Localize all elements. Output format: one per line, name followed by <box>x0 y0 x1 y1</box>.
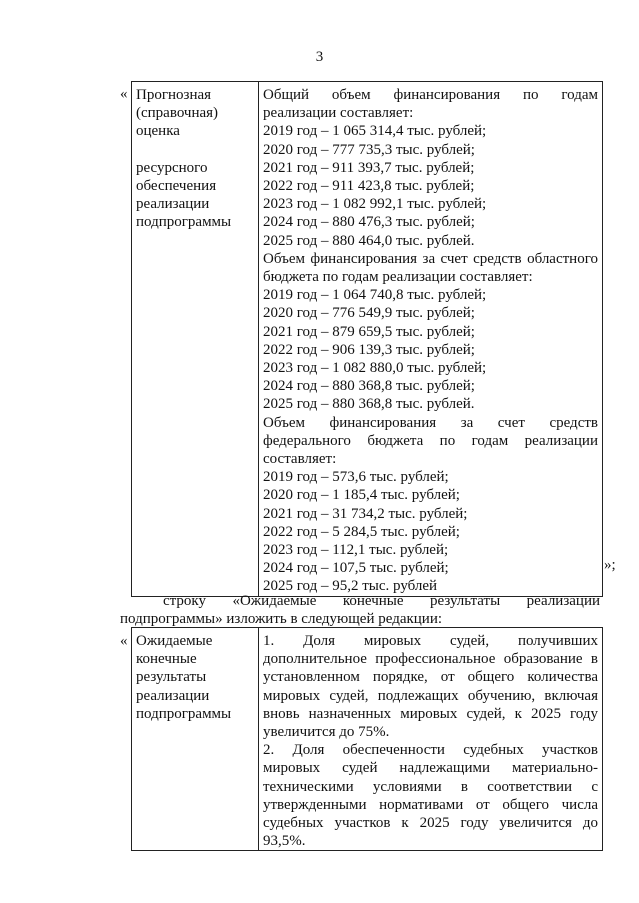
text-line: 2020 год – 777 735,3 тыс. рублей; <box>263 141 475 158</box>
text-line: Прогнозная <box>136 87 212 103</box>
table2-left-text <box>136 632 254 723</box>
table2-right-text <box>263 632 598 850</box>
instruction-text: строку «Ожидаемые конечные результаты реализации подпрограммы» изложить в следующей редакции: <box>120 593 600 627</box>
opening-quote-2: « <box>120 633 128 649</box>
table1-left-text <box>136 86 254 232</box>
text-line: 2019 год – 1 064 740,8 тыс. рублей; <box>263 287 487 304</box>
text-line: конечные <box>136 651 197 668</box>
text-line: 2019 год – 1 065 314,4 тыс. рублей; <box>263 123 487 140</box>
text-line <box>136 141 254 159</box>
table1-right-text <box>263 86 598 596</box>
text-line: обеспечения <box>136 178 217 195</box>
text-line: 2. Доля обеспеченности судебных участков мировых судей надлежащими материально-техническими условиями в соответствии с утвержденными нормативами от общего числа судебных участков к 2025 году увеличится до 93,5%. <box>263 742 598 850</box>
text-line: результаты <box>136 669 207 686</box>
text-line: реализации <box>136 687 210 704</box>
text-line: 2020 год – 1 185,4 тыс. рублей; <box>263 487 460 504</box>
text-line: 1. Доля мировых судей, получивших дополнительное профессиональное образование в установленном порядке, от общего количества мировых судей, подлежащих обучению, включая вновь назначенных мировых судей, к 2025 году увеличится до 75%. <box>263 633 598 741</box>
text-line: ресурсного <box>136 159 208 176</box>
text-line: 2021 год – 31 734,2 тыс. рублей; <box>263 505 468 522</box>
table2-left-cell <box>132 628 259 851</box>
text-line: 2024 год – 880 476,3 тыс. рублей; <box>263 214 475 231</box>
text-line: 2025 год – 880 368,8 тыс. рублей. <box>263 396 475 413</box>
text-line: (справочная) <box>136 105 219 122</box>
text-line: 2019 год – 573,6 тыс. рублей; <box>263 469 449 486</box>
expected-results-table <box>131 627 603 851</box>
text-line: 2021 год – 911 393,7 тыс. рублей; <box>263 159 475 176</box>
text-line: подпрограммы <box>136 705 232 722</box>
text-line: 2022 год – 911 423,8 тыс. рублей; <box>263 178 475 195</box>
text-line: реализации <box>136 196 210 213</box>
closing-quote: »; <box>604 557 616 573</box>
text-line: Ожидаемые <box>136 633 213 649</box>
text-line: 2023 год – 112,1 тыс. рублей; <box>263 542 449 559</box>
text-line: Общий объем финансирования по годам реализации составляет: <box>263 87 598 122</box>
text-line: оценка <box>136 123 180 140</box>
instruction-paragraph <box>120 592 600 628</box>
text-line: 2024 год – 880 368,8 тыс. рублей; <box>263 378 475 395</box>
text-line: 2025 год – 95,2 тыс. рублей <box>263 578 438 595</box>
text-line: 2023 год – 1 082 992,1 тыс. рублей; <box>263 196 487 213</box>
opening-quote-1: « <box>120 86 128 102</box>
resource-estimate-table <box>131 81 603 597</box>
table2-right-cell <box>259 628 603 851</box>
text-line: 2023 год – 1 082 880,0 тыс. рублей; <box>263 360 487 377</box>
text-line: 2020 год – 776 549,9 тыс. рублей; <box>263 305 475 322</box>
text-line: 2025 год – 880 464,0 тыс. рублей. <box>263 232 475 249</box>
text-line: 2022 год – 5 284,5 тыс. рублей; <box>263 523 460 540</box>
table1-right-cell <box>259 82 603 597</box>
text-line: 2024 год – 107,5 тыс. рублей; <box>263 560 449 577</box>
text-line: Объем финансирования за счет средств федерального бюджета по годам реализации составляет: <box>263 414 598 468</box>
text-line: 2021 год – 879 659,5 тыс. рублей; <box>263 323 475 340</box>
table1-left-cell <box>132 82 259 597</box>
text-line: Объем финансирования за счет средств областного бюджета по годам реализации составляет: <box>263 250 598 286</box>
text-line: 2022 год – 906 139,3 тыс. рублей; <box>263 341 475 358</box>
page-number: 3 <box>315 49 324 65</box>
text-line: подпрограммы <box>136 214 232 231</box>
